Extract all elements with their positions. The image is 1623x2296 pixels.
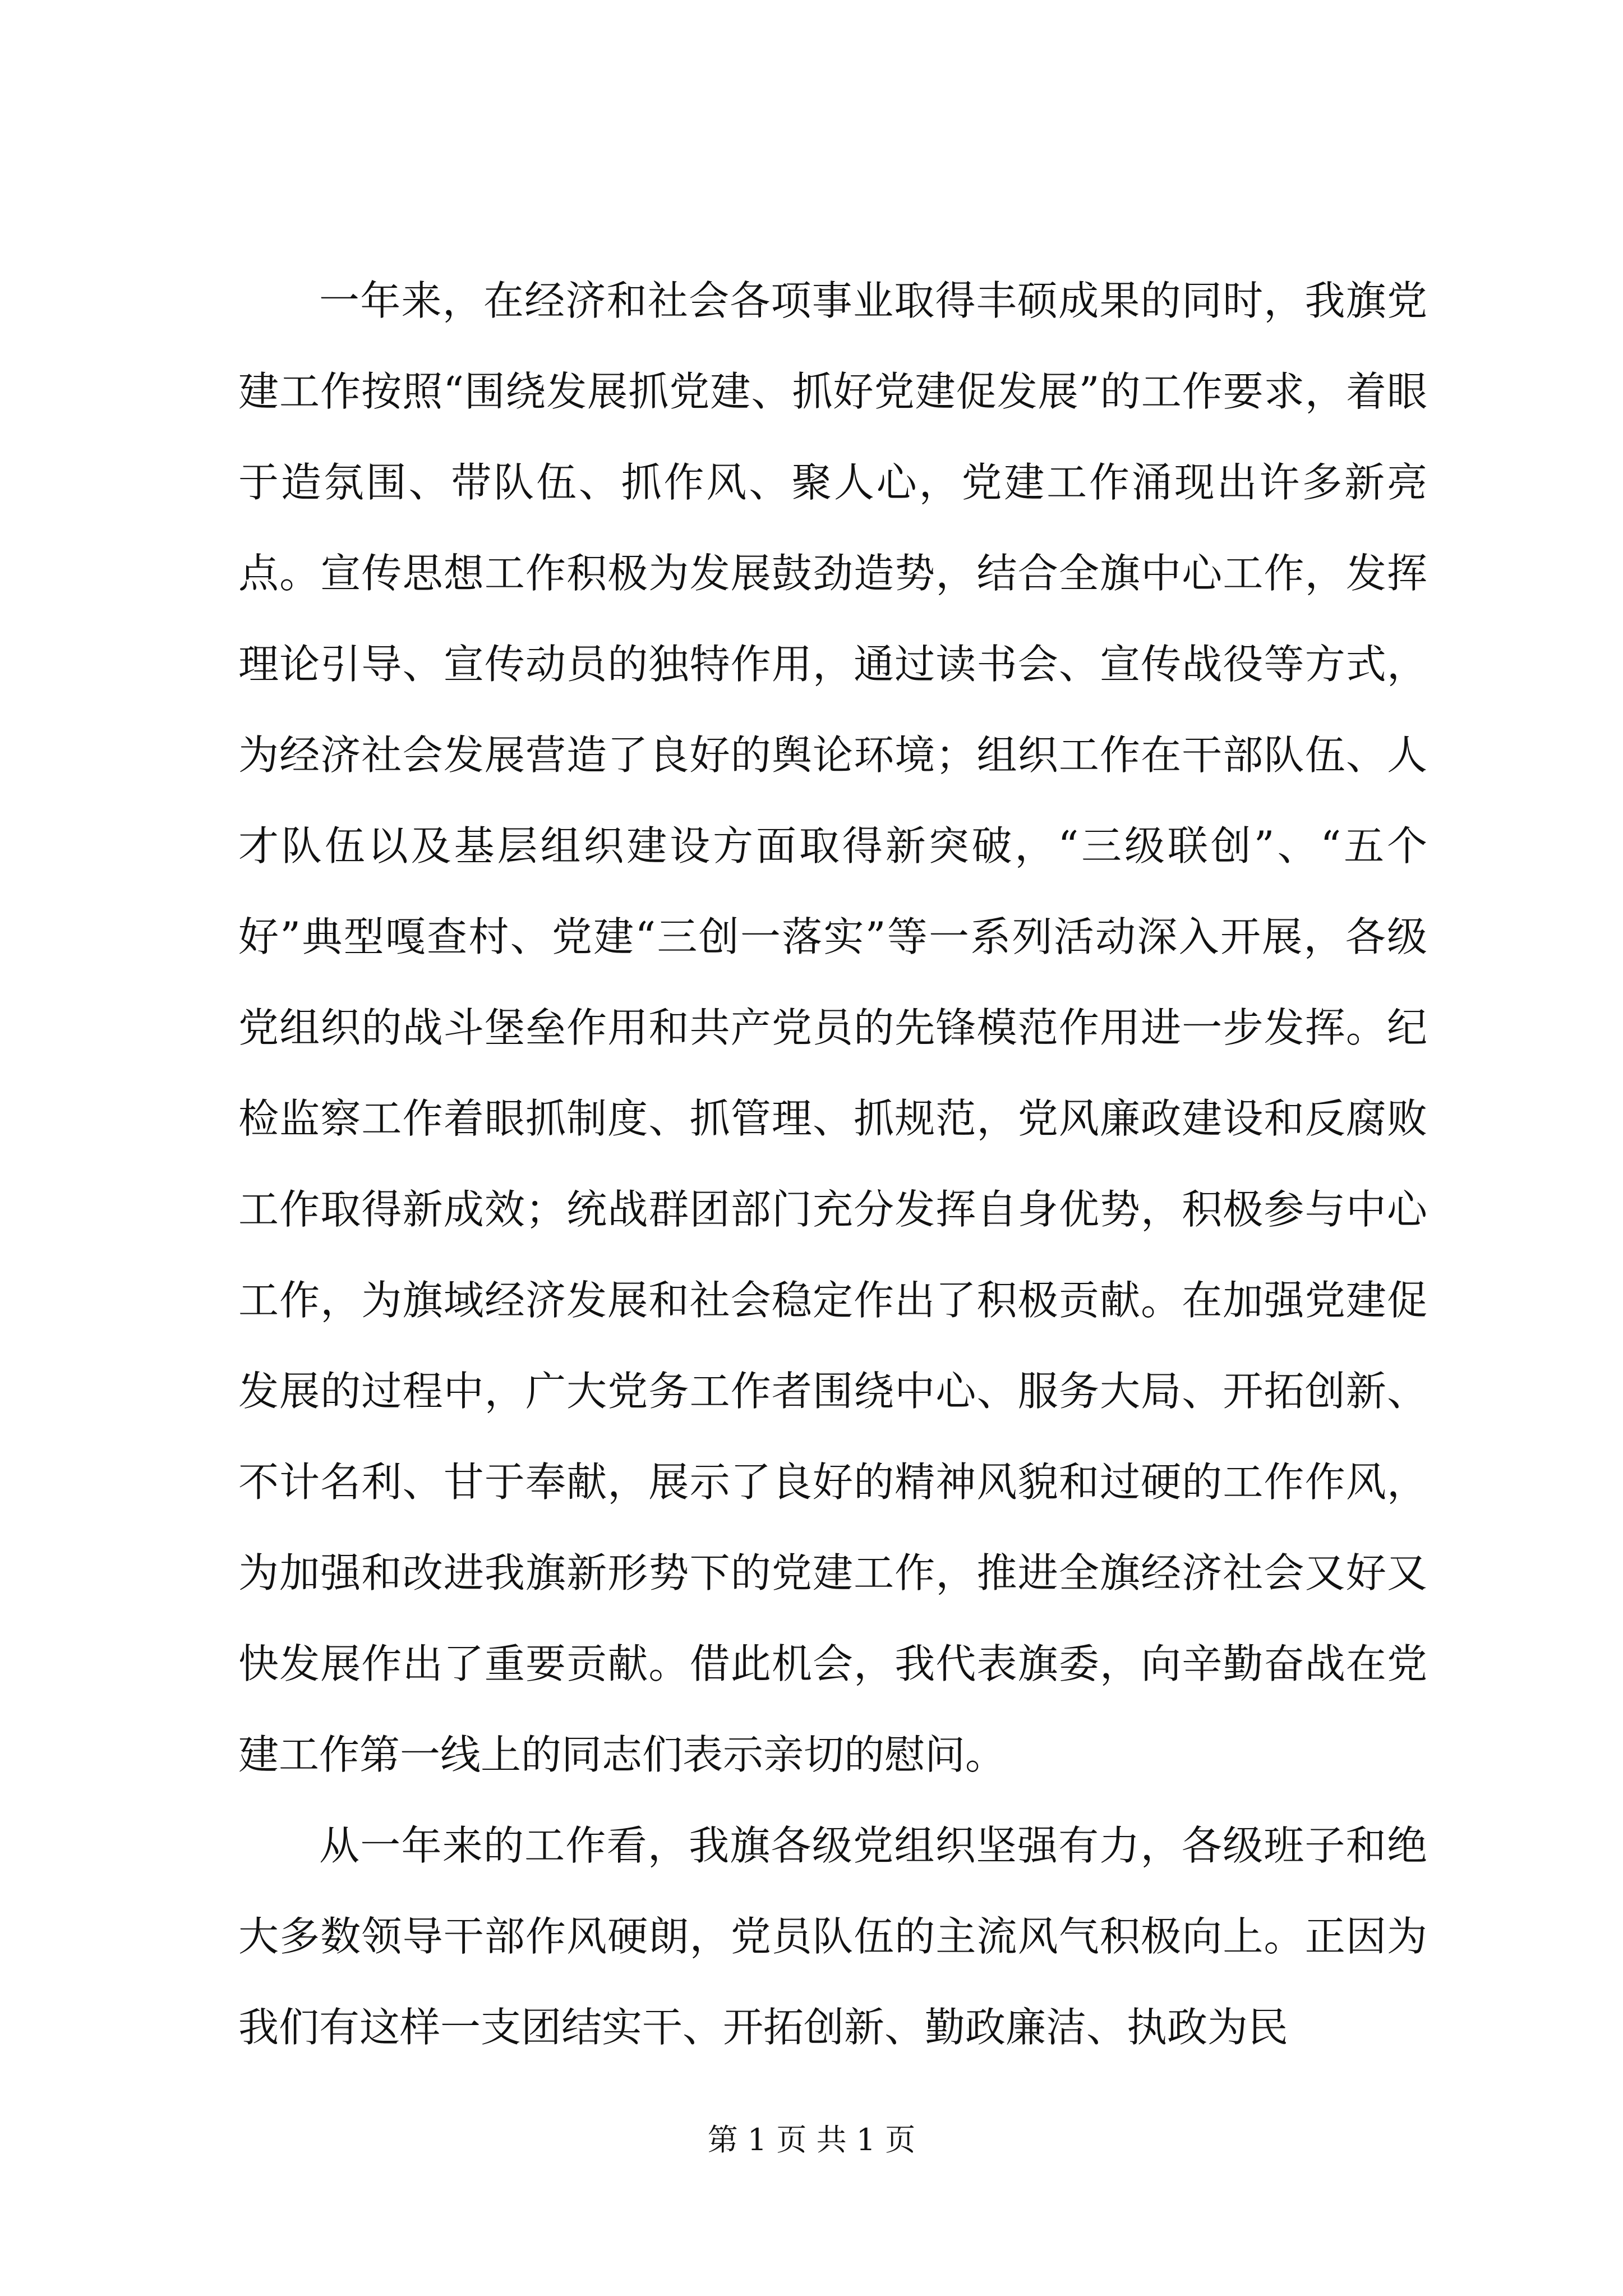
paragraph-1: 一年来，在经济和社会各项事业取得丰硕成果的同时，我旗党建工作按照“围绕发展抓党建、抓好党建促发展”的工作要求，着眼于造氛围、带队伍、抓作风、聚人心，党建工作涌现出许多新亮点。宣传思想工作积极为发展鼓劲造势，结合全旗中心工作，发挥理论引导、宣传动员的独特作用，通过读书会、宣传战役等方式，为经济社会发展营造了良好的舆论环境；组织工作在干部队伍、人才队伍以及基层组织建设方面取得新突破，“三级联创”、“五个好”典型嘎查村、党建“三创一落实”等一系列活动深入开展，各级党组织的战斗堡垒作用和共产党员的先锋模范作用进一步发挥。纪检监察工作着眼抓制度、抓管理、抓规范，党风廉政建设和反腐败工作取得新成效；统战群团部门充分发挥自身优势，积极参与中心工作，为旗域经济发展和社会稳定作出了积极贡献。在加强党建促发展的过程中，广大党务工作者围绕中心、服务大局、开拓创新、不计名利、甘于奉献，展示了良好的精神风貌和过硬的工作作风，为加强和改进我旗新形势下的党建工作，推进全旗经济社会又好又快发展作出了重要贡献。借此机会，我代表旗委，向辛勤奋战在党建工作第一线上的同志们表示亲切的慰问。 xyxy=(238,277,1427,1778)
page-number-footer: 第 1 页 共 1 页 xyxy=(707,2122,916,2157)
paragraph-2: 从一年来的工作看，我旗各级党组织坚强有力，各级班子和绝大多数领导干部作风硬朗，党员队伍的主流风气积极向上。正因为我们有这样一支团结实干、开拓创新、勤政廉洁、执政为民 xyxy=(238,1822,1427,2051)
document-body xyxy=(238,255,1427,2073)
